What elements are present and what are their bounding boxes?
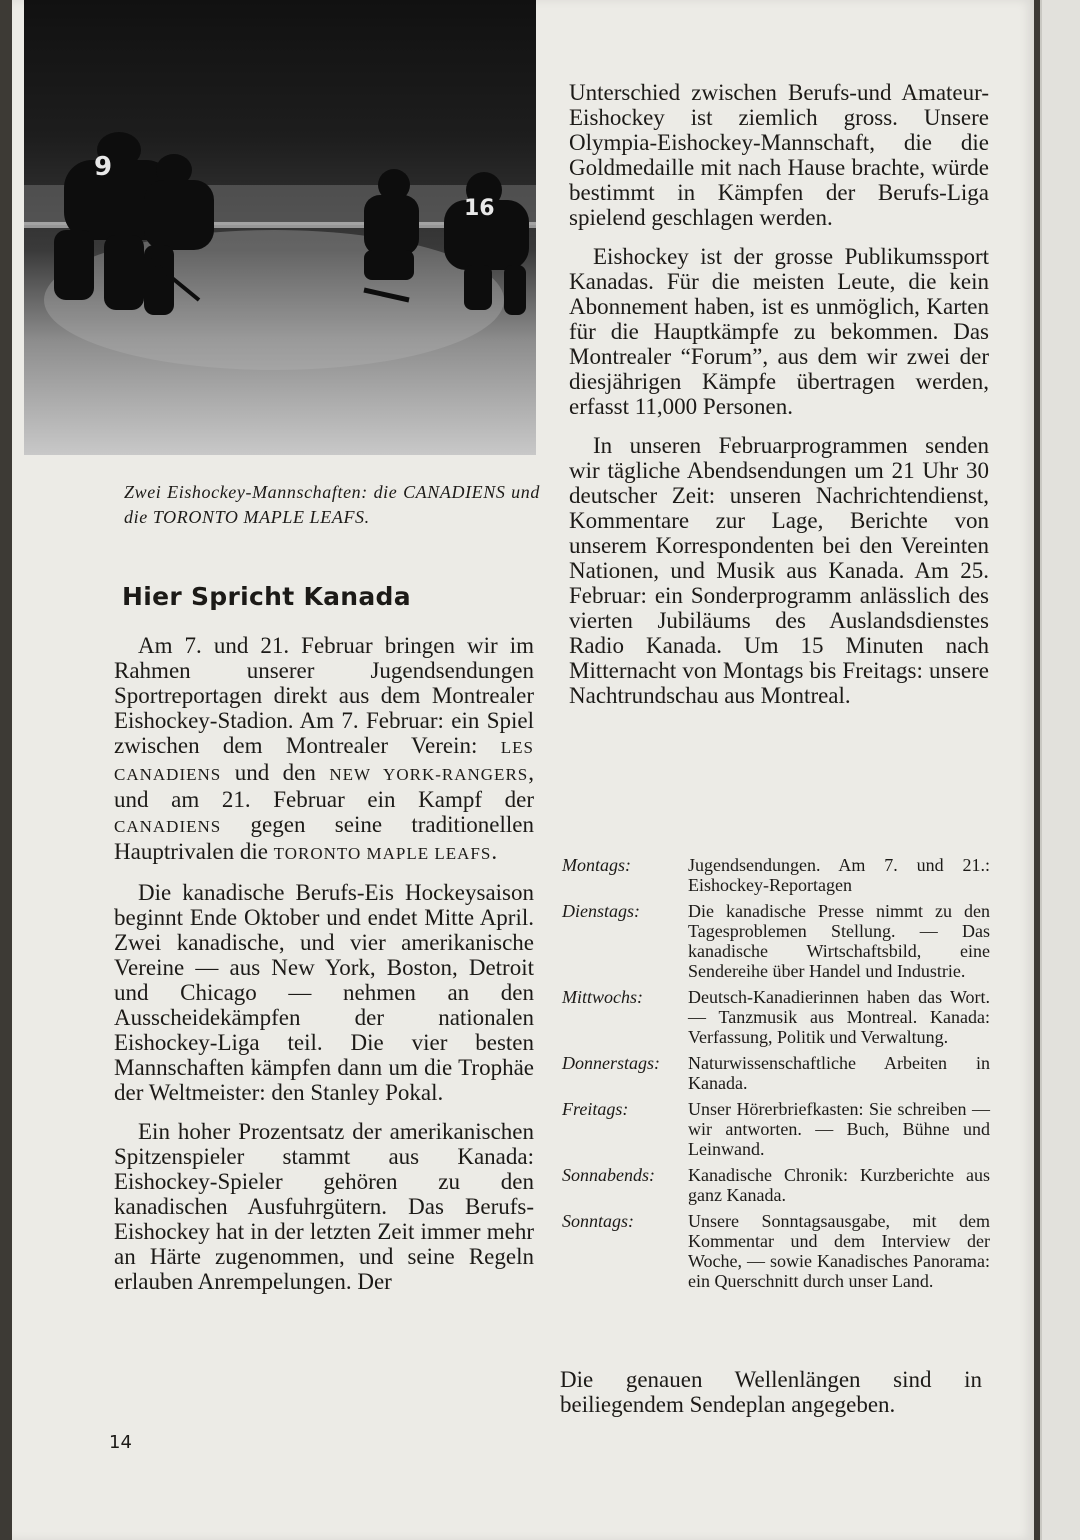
hockey-photo [24, 0, 536, 455]
team-name: TORONTO MAPLE LEAFS [273, 844, 492, 863]
text-run: Am 7. und 21. Februar bringen wir im Rahmen unserer Jugendsendungen Sportreportagen direkt aus dem Montrealer Eishockey-Stadion. Am 7. Februar: ein Spiel zwischen dem Montrealer Verein: [114, 633, 534, 758]
paragraph-players: Ein hoher Prozentsatz der amerikanischen Spitzenspieler stammt aus Kanada: Eishockey-Spieler gehören zu den kanadischen Ausfuhrgütern. Das Berufs-Eishockey hat in der letzten Zeit immer mehr an Härte zugenommen, und seine Regeln erlauben Anrempelungen. Der [114, 1119, 534, 1294]
schedule-description: Naturwissenschaftliche Arbeiten in Kanada. [688, 1053, 990, 1093]
text-run: gegen seine traditionellen Hauptrivalen die [114, 812, 534, 864]
schedule-day: Montags: [562, 855, 631, 875]
schedule-description: Kanadische Chronik: Kurzberichte aus ganz Kanada. [688, 1165, 990, 1205]
paragraph-february-programs: In unseren Februarprogrammen senden wir tägliche Abendsendungen um 21 Uhr 30 deutscher Zeit: unseren Nachrichtendienst, Kommentare zur Lage, Berichte von unserem Korrespondenten bei den Vereinten Nationen, und Musik aus Kanada. Am 25. Februar: ein Sonderprogramm anlässlich des vierten Jubiläums des Auslandsdienstes Radio Kanada. Um 15 Minuten nach Mitternacht von Montags bis Freitags: unsere Nachtrundschau aus Montreal. [569, 433, 989, 708]
schedule-day: Sonnabends: [562, 1165, 655, 1185]
article-heading: Hier Spricht Kanada [122, 582, 411, 611]
adjacent-page-edge [1040, 0, 1080, 1540]
schedule-description: Unsere Sonntagsausgabe, mit dem Kommentar und dem Interview der Woche, — sowie Kanadisches Panorama: ein Querschnitt durch unser Land. [688, 1211, 990, 1291]
wavelength-note: Die genauen Wellenlängen sind in beiliegendem Sendeplan angegeben. [560, 1367, 982, 1417]
schedule-row [562, 1099, 990, 1159]
page-number: 14 [109, 1432, 132, 1453]
schedule-row [562, 1165, 990, 1205]
schedule-day: Sonntags: [562, 1211, 634, 1231]
schedule-row [562, 987, 990, 1047]
team-name: LES CANADIENS [114, 738, 534, 784]
schedule-description: Deutsch-Kanadierinnen haben das Wort. — Tanzmusik aus Montreal. Kanada: Verfassung, Politik und Verwaltung. [688, 987, 990, 1047]
text-run: , und am 21. Februar ein Kampf der [114, 760, 534, 812]
schedule-row [562, 855, 990, 895]
schedule-day: Freitags: [562, 1099, 629, 1119]
schedule-row [562, 1211, 990, 1291]
hockey-scene-illustration [24, 0, 536, 455]
program-schedule [562, 855, 990, 1297]
magazine-page [12, 0, 1034, 1540]
right-column [569, 80, 989, 722]
left-column [114, 633, 534, 1308]
paragraph-season: Die kanadische Berufs-Eis Hockeysaison beginnt Ende Oktober und endet Mitte April. Zwei kanadische, und vier amerikanische Vereine — aus New York, Boston, Detroit und Chicago — nehmen an den Ausscheidekämpfen der nationalen Eishockey-Liga teil. Die vier besten Mannschaften kämpfen dann um die Trophäe der Weltmeister: den Stanley Pokal. [114, 880, 534, 1105]
team-name: CANADIENS [114, 817, 222, 836]
jersey-number-left: 9 [94, 152, 113, 182]
photo-caption: Zwei Eishockey-Mannschaften: die CANADIENS und die TORONTO MAPLE LEAFS. [124, 482, 540, 527]
schedule-row [562, 901, 990, 981]
paragraph-public-sport: Eishockey ist der grosse Publikumssport Kanadas. Für die meisten Leute, die kein Abonnement haben, ist es unmöglich, Karten für die Hauptkämpfe zu bekommen. Das Montrealer “Forum”, aus dem wir zwei der diesjährigen Kämpfe übertragen werden, erfasst 11,000 Personen. [569, 244, 989, 419]
team-name: NEW YORK-RANGERS [329, 765, 529, 784]
paragraph-intro [114, 633, 534, 866]
schedule-day: Dienstags: [562, 901, 640, 921]
schedule-description: Jugendsendungen. Am 7. und 21.: Eishockey-Reportagen [688, 855, 990, 895]
text-run: . [491, 839, 498, 864]
schedule-description: Die kanadische Presse nimmt zu den Tagesproblemen Stellung. — Das kanadische Wirtschaftsbild, eine Sendereihe über Handel und Industrie. [688, 901, 990, 981]
schedule-day: Mittwochs: [562, 987, 643, 1007]
schedule-row [562, 1053, 990, 1093]
schedule-description: Unser Hörerbriefkasten: Sie schreiben — wir antworten. — Buch, Bühne und Leinwand. [688, 1099, 990, 1159]
schedule-day: Donnerstags: [562, 1053, 660, 1073]
text-run: und den [221, 760, 330, 785]
paragraph-difference: Unterschied zwischen Berufs-und Amateur-Eishockey ist ziemlich gross. Unsere Olympia-Eishockey-Mannschaft, die die Goldmedaille mit nach Hause brachte, würde bestimmt in Kämpfen der Berufs-Liga spielend geschlagen werden. [569, 80, 989, 230]
jersey-number-right: 16 [464, 196, 495, 221]
